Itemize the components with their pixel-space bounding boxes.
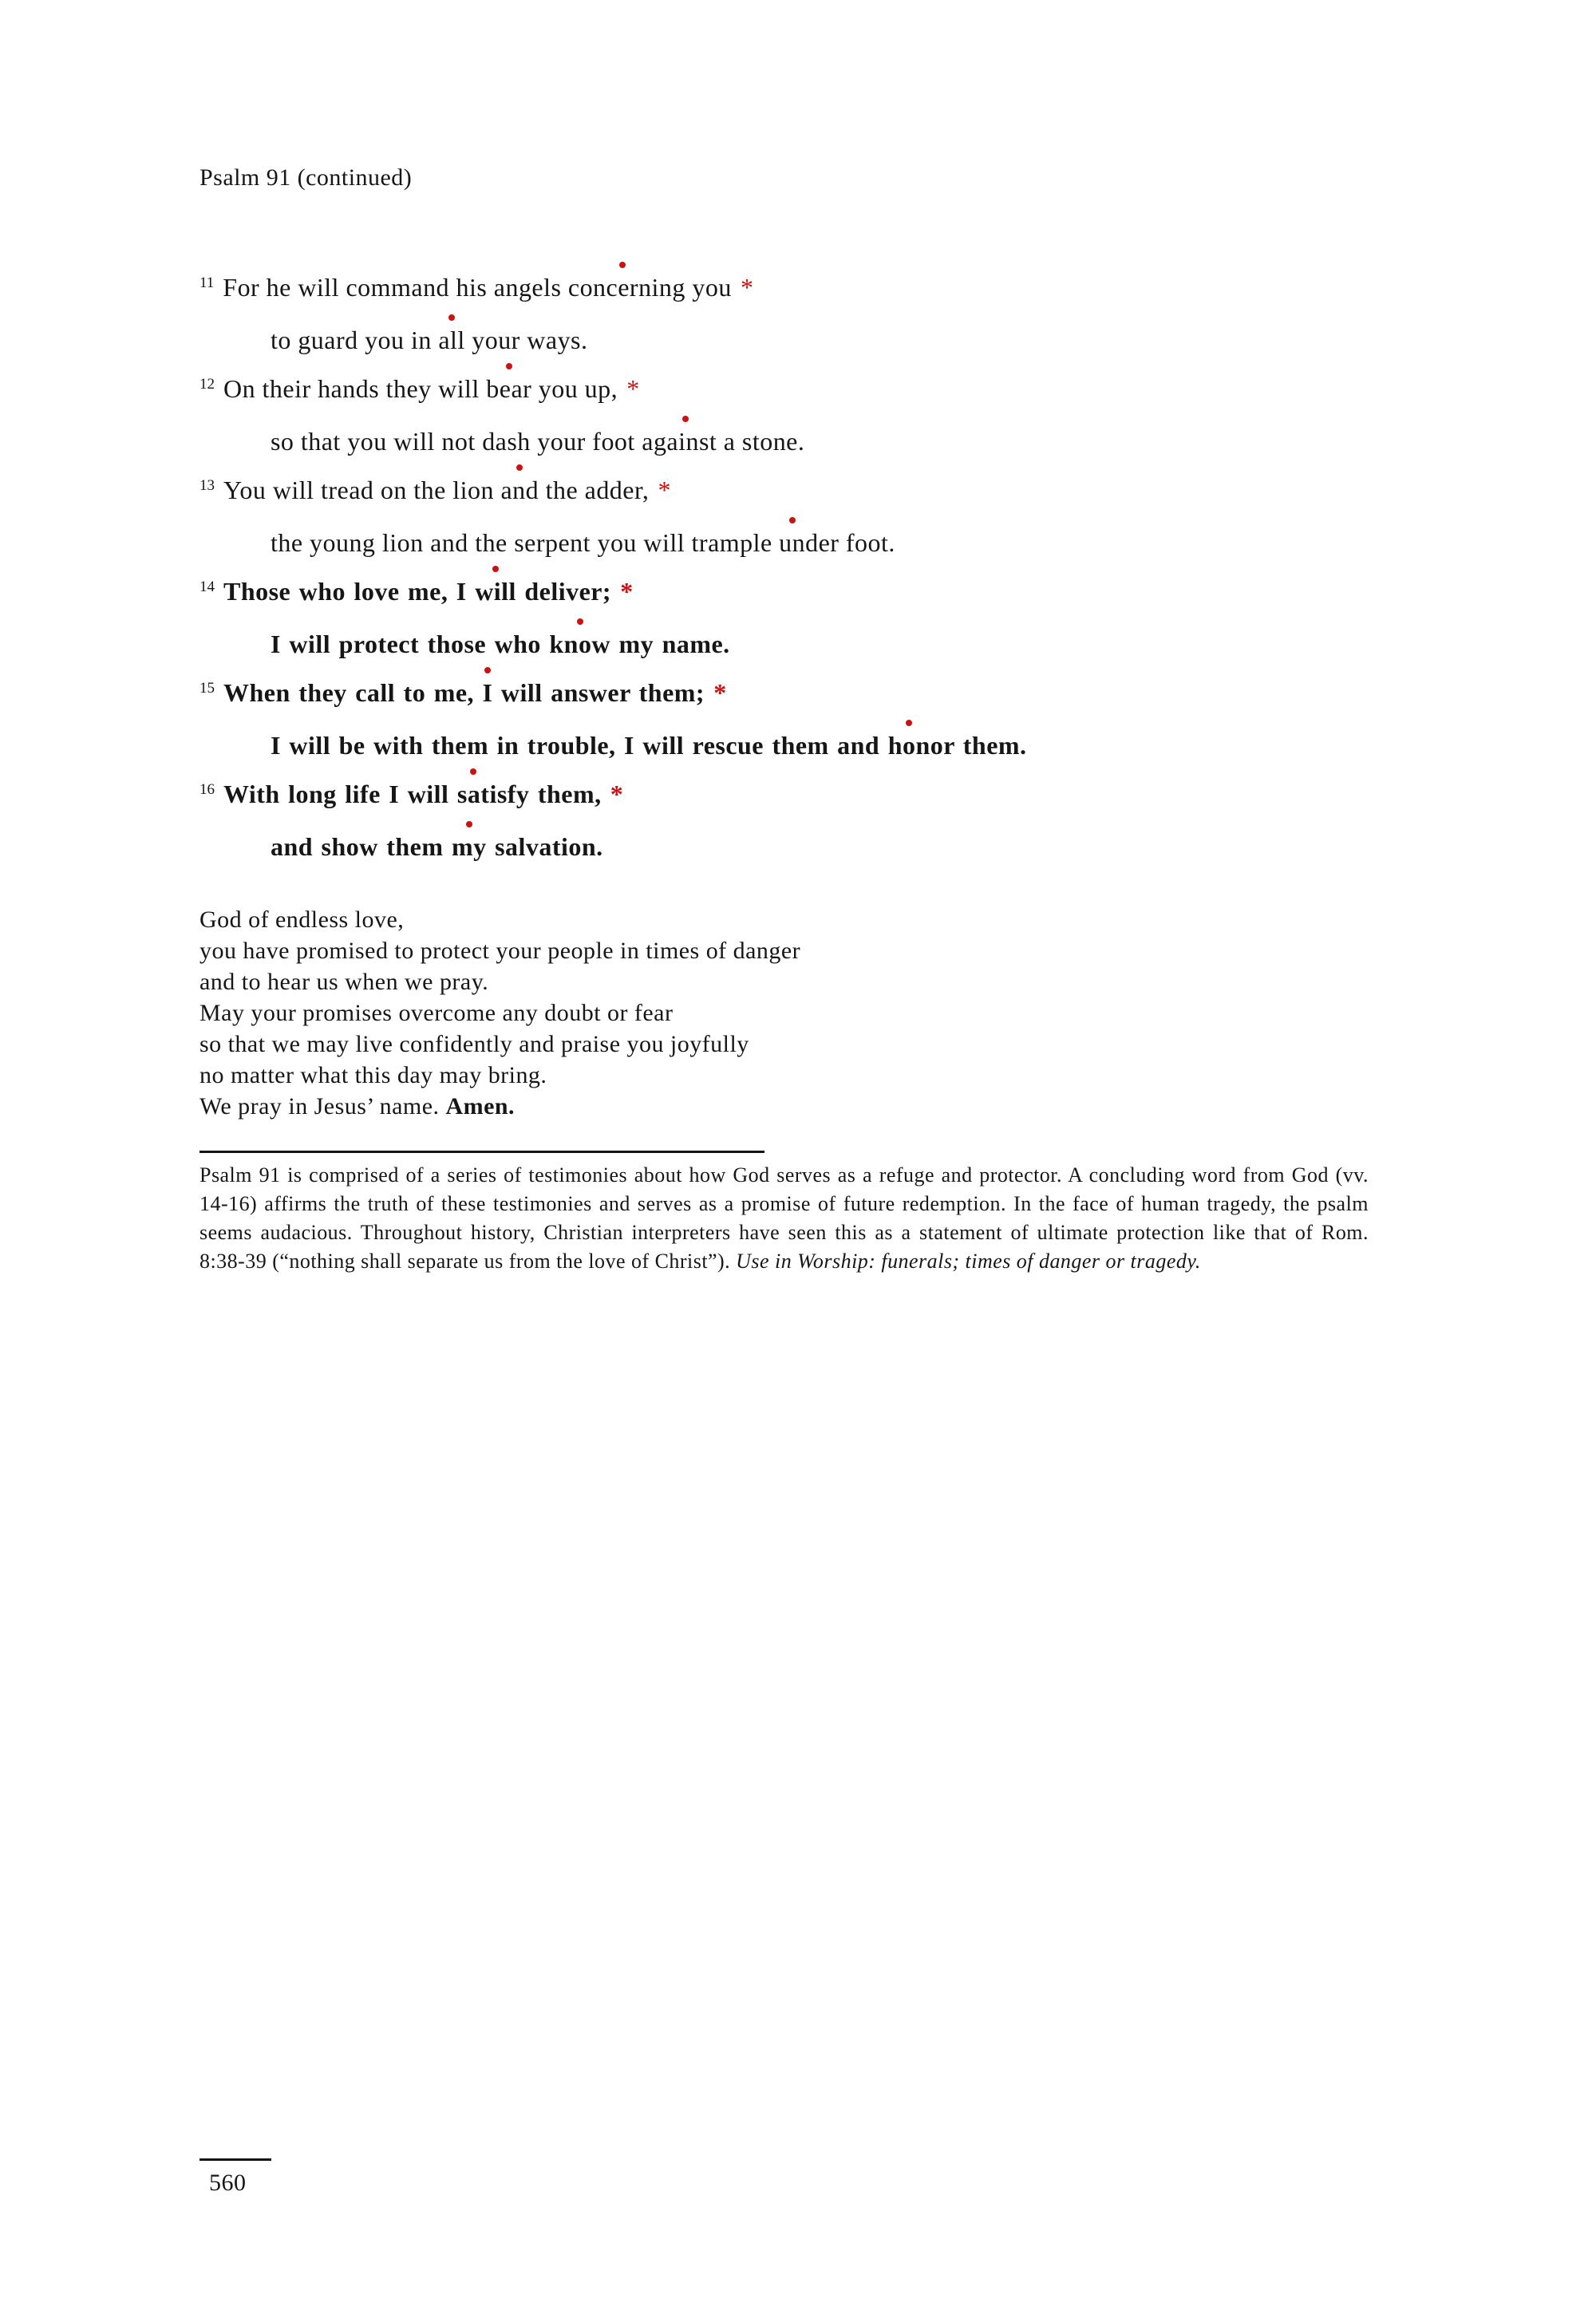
accented-syllable: hon bbox=[887, 731, 930, 760]
text-segment: to guard you in bbox=[271, 326, 439, 354]
text-segment: May your promises overcome any doubt or fear bbox=[200, 1000, 674, 1026]
text-segment: the young lion and the serpent you will trample bbox=[271, 528, 780, 557]
verse-number: 16 bbox=[200, 781, 215, 798]
prayer-line bbox=[200, 1029, 1396, 1060]
prayer-text bbox=[200, 904, 1396, 1122]
text-segment: When they call to me, bbox=[223, 678, 483, 707]
page-number: 560 bbox=[209, 2170, 247, 2196]
text-segment: deliver; bbox=[516, 577, 612, 606]
psalm-line bbox=[200, 721, 1556, 770]
text-segment: salvation. bbox=[486, 832, 603, 861]
chant-asterisk: * bbox=[740, 273, 754, 302]
page-number-divider bbox=[200, 2158, 271, 2161]
psalm-line bbox=[200, 417, 1556, 466]
text-segment: isfy them, bbox=[489, 780, 602, 808]
accented-syllable: I bbox=[482, 678, 493, 707]
text-segment: For he will command his angels con bbox=[223, 273, 606, 302]
accented-syllable: my bbox=[452, 832, 487, 861]
text-segment: Psalm 91 is comprised of a series of testimonies about how God serves as a refuge and protector. A concluding word from God (vv. 14-16) affirms the truth of these testimonies and serves as a promise of future redemption. In the face of human tragedy, the psalm seems audacious. Throughout history, Christian interpreters have seen this as a statement of ultimate protection like that of Rom. 8:38-39 (“nothing shall separate us from the love of Christ”). bbox=[200, 1163, 1369, 1273]
accented-syllable: will bbox=[475, 577, 516, 606]
text-segment: no matter what this day may bring. bbox=[200, 1062, 547, 1088]
text-segment: your ways. bbox=[464, 326, 588, 354]
text-segment: On their hands they will bbox=[223, 374, 487, 403]
verse-number: 12 bbox=[200, 376, 215, 393]
accented-syllable: un bbox=[779, 528, 806, 557]
prayer-line bbox=[200, 935, 1396, 966]
verse-number: 14 bbox=[200, 578, 215, 595]
text-segment: you have promised to protect your people in times of danger bbox=[200, 938, 801, 964]
accented-syllable: know bbox=[549, 630, 611, 658]
footnote-divider bbox=[200, 1151, 764, 1153]
text-segment: der foot. bbox=[805, 528, 895, 557]
text-segment: or them. bbox=[930, 731, 1027, 760]
text-segment: Amen. bbox=[445, 1093, 516, 1119]
chant-asterisk: * bbox=[610, 780, 624, 808]
prayer-line bbox=[200, 904, 1396, 935]
text-segment: Those who love me, I bbox=[223, 577, 476, 606]
text-segment: so that we may live confidently and praise you joyfully bbox=[200, 1031, 749, 1057]
text-segment: I will be with them in trouble, I will rescue them and bbox=[271, 731, 888, 760]
text-segment: will answer them; bbox=[492, 678, 705, 707]
psalm-line bbox=[200, 669, 1556, 721]
text-segment: ning you bbox=[638, 273, 732, 302]
text-segment: God of endless love, bbox=[200, 906, 405, 933]
prayer-line bbox=[200, 997, 1396, 1029]
chant-asterisk: * bbox=[626, 374, 640, 403]
accented-syllable: cer bbox=[606, 273, 639, 302]
chant-asterisk: * bbox=[658, 476, 671, 504]
verse-number: 15 bbox=[200, 680, 215, 697]
prayer-line bbox=[200, 1091, 1396, 1122]
psalm-line bbox=[200, 466, 1556, 519]
psalm-line bbox=[200, 263, 1556, 316]
text-segment: the adder, bbox=[539, 476, 650, 504]
text-segment: You will tread on the lion bbox=[223, 476, 501, 504]
prayer-line bbox=[200, 966, 1396, 997]
chant-asterisk: * bbox=[620, 577, 634, 606]
text-segment: and to hear us when we pray. bbox=[200, 969, 489, 995]
chant-asterisk: * bbox=[713, 678, 727, 707]
accented-syllable: all bbox=[438, 326, 465, 354]
text-segment: We pray in Jesus’ name. bbox=[200, 1093, 446, 1119]
text-segment: and show them bbox=[271, 832, 452, 861]
accented-syllable: gainst bbox=[653, 427, 717, 456]
accented-syllable: and bbox=[500, 476, 539, 504]
text-segment: I will protect those who bbox=[271, 630, 550, 658]
psalm-line bbox=[200, 823, 1556, 871]
psalm-line bbox=[200, 770, 1556, 823]
psalm-line bbox=[200, 620, 1556, 669]
text-segment: you up, bbox=[531, 374, 618, 403]
text-segment: Use in Worship: funerals; times of danger or tragedy. bbox=[736, 1250, 1201, 1273]
accented-syllable: sat bbox=[456, 780, 490, 808]
text-segment: so that you will not dash your foot a bbox=[271, 427, 654, 456]
psalm-text bbox=[200, 263, 1556, 871]
prayer-line bbox=[200, 1060, 1396, 1091]
text-segment: a stone. bbox=[717, 427, 805, 456]
verse-number: 13 bbox=[200, 477, 215, 494]
psalm-line bbox=[200, 519, 1556, 567]
page-title: Psalm 91 (continued) bbox=[200, 164, 413, 191]
text-segment: my name. bbox=[610, 630, 730, 658]
footnote-text bbox=[200, 1161, 1369, 1276]
psalm-line bbox=[200, 365, 1556, 417]
psalm-line bbox=[200, 316, 1556, 365]
psalm-line bbox=[200, 567, 1556, 620]
accented-syllable: bear bbox=[486, 374, 532, 403]
verse-number: 11 bbox=[200, 274, 215, 291]
text-segment: With long life I will bbox=[223, 780, 457, 808]
